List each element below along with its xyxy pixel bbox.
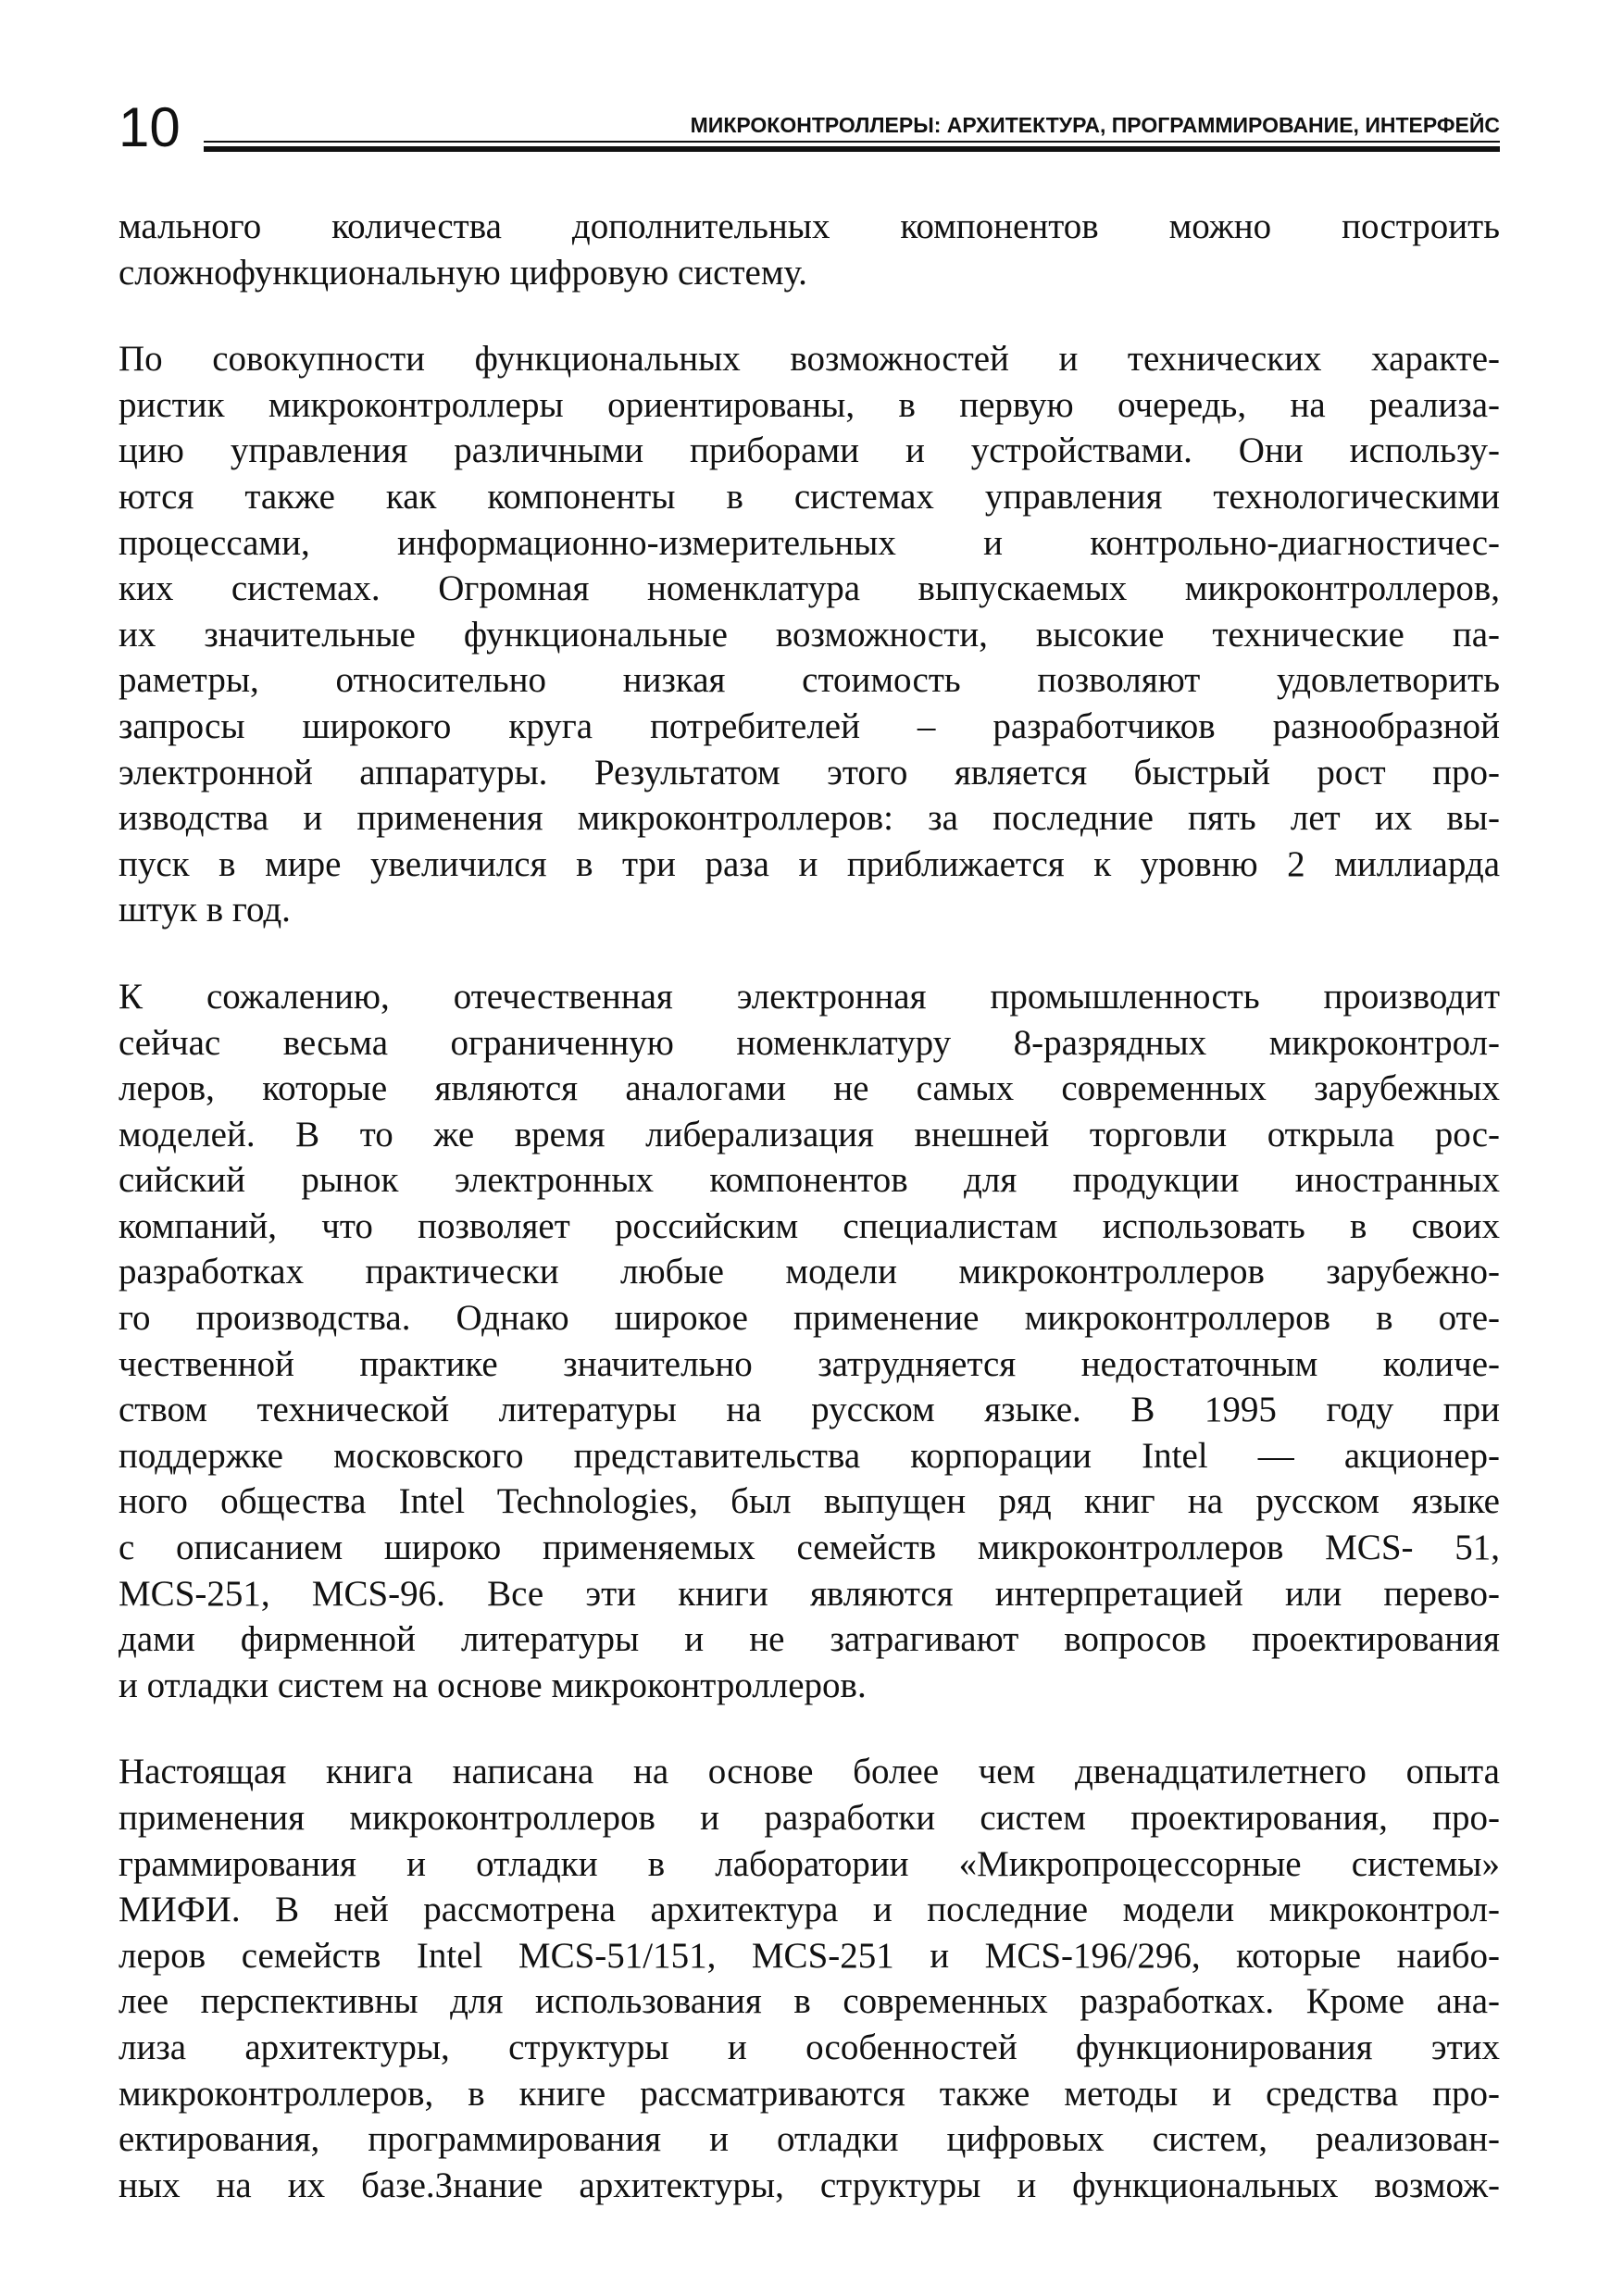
header-rule-thick: [204, 146, 1500, 152]
text-line: го производства. Однако широкое применение микроконтроллеров в оте-: [119, 1298, 1500, 1339]
text-line: пуск в мире увеличился в три раза и приближается к уровню 2 миллиарда: [119, 843, 1500, 884]
text-line: разработках практически любые модели микроконтроллеров зарубежно-: [119, 1252, 1500, 1292]
text-line: и отладки систем на основе микроконтроллеров.: [119, 1665, 867, 1705]
running-title: МИКРОКОНТРОЛЛЕРЫ: АРХИТЕКТУРА, ПРОГРАММИРОВАНИЕ, ИНТЕРФЕЙС: [690, 113, 1500, 137]
text-line: ного общества Intel Technologies, был выпущен ряд книг на русском языке: [119, 1481, 1500, 1522]
paragraph-4: [119, 1749, 1500, 2208]
text-line: чественной практике значительно затрудняется недостаточным количе-: [119, 1343, 1500, 1384]
text-line: ристик микроконтроллеры ориентированы, в первую очередь, на реализа-: [119, 384, 1500, 425]
text-line: запросы широкого круга потребителей – разработчиков разнообразной: [119, 705, 1500, 746]
text-line: сийский рынок электронных компонентов для продукции иностранных: [119, 1160, 1500, 1201]
text-line: раметры, относительно низкая стоимость позволяют удовлетворить: [119, 660, 1500, 701]
text-line: леров, которые являются аналогами не самых современных зарубежных: [119, 1068, 1500, 1109]
text-line: лее перспективны для использования в современных разработках. Кроме ана-: [119, 1981, 1500, 2022]
page-header: [119, 96, 1500, 165]
text-line: дами фирменной литературы и не затрагивают вопросов проектирования: [119, 1619, 1500, 1660]
paragraph-3: [119, 974, 1500, 1709]
page-number: 10: [119, 96, 181, 158]
text-line: К сожалению, отечественная электронная промышленность производит: [119, 976, 1500, 1017]
text-line: ких системах. Огромная номенклатура выпускаемых микроконтроллеров,: [119, 568, 1500, 609]
text-line: электронной аппаратуры. Результатом этого является быстрый рост про-: [119, 752, 1500, 792]
body-text: [119, 204, 1500, 2249]
text-line: с описанием широко применяемых семейств микроконтроллеров MCS- 51,: [119, 1528, 1500, 1568]
text-line: изводства и применения микроконтроллеров: за последние пять лет их вы-: [119, 798, 1500, 839]
paragraph-1: [119, 204, 1500, 295]
text-line: ных на их базе.Знание архитектуры, структуры и функциональных возмож-: [119, 2165, 1500, 2205]
text-line: ектирования, программирования и отладки цифровых систем, реализован-: [119, 2119, 1500, 2160]
text-line: их значительные функциональные возможности, высокие технические па-: [119, 614, 1500, 655]
text-line: сложнофункциональную цифровую систему.: [119, 252, 807, 293]
text-line: штук в год.: [119, 890, 291, 930]
text-line: леров семейств Intel MCS-51/151, MCS-251 и MCS-196/296, которые наибо-: [119, 1935, 1500, 1976]
text-line: MCS-251, MCS-96. Все эти книги являются интерпретацией или перево-: [119, 1573, 1500, 1614]
text-line: МИФИ. В ней рассмотрена архитектура и последние модели микроконтрол-: [119, 1890, 1500, 1930]
text-line: лиза архитектуры, структуры и особенностей функционирования этих: [119, 2027, 1500, 2067]
text-line: Настоящая книга написана на основе более чем двенадцатилетнего опыта: [119, 1752, 1500, 1792]
text-line: По совокупности функциональных возможностей и технических характе-: [119, 339, 1500, 380]
text-line: сейчас весьма ограниченную номенклатуру 8-разрядных микроконтрол-: [119, 1022, 1500, 1063]
header-rule-thin: [204, 141, 1500, 143]
text-line: цию управления различными приборами и устройствами. Они использу-: [119, 430, 1500, 471]
text-line: применения микроконтроллеров и разработки систем проектирования, про-: [119, 1798, 1500, 1838]
text-line: ством технической литературы на русском языке. В 1995 году при: [119, 1390, 1500, 1430]
text-line: моделей. В то же время либерализация внешней торговли открыла рос-: [119, 1114, 1500, 1154]
paragraph-2: [119, 336, 1500, 933]
text-line: мального количества дополнительных компонентов можно построить: [119, 206, 1500, 246]
text-line: процессами, информационно-измерительных и контрольно-диагностичес-: [119, 522, 1500, 563]
text-line: ются также как компоненты в системах управления технологическими: [119, 476, 1500, 517]
text-line: компаний, что позволяет российским специалистам использовать в своих: [119, 1205, 1500, 1246]
text-line: микроконтроллеров, в книге рассматриваются также методы и средства про-: [119, 2073, 1500, 2114]
text-line: граммирования и отладки в лаборатории «Микропроцессорные системы»: [119, 1843, 1500, 1884]
text-line: поддержке московского представительства корпорации Intel — акционер-: [119, 1435, 1500, 1476]
